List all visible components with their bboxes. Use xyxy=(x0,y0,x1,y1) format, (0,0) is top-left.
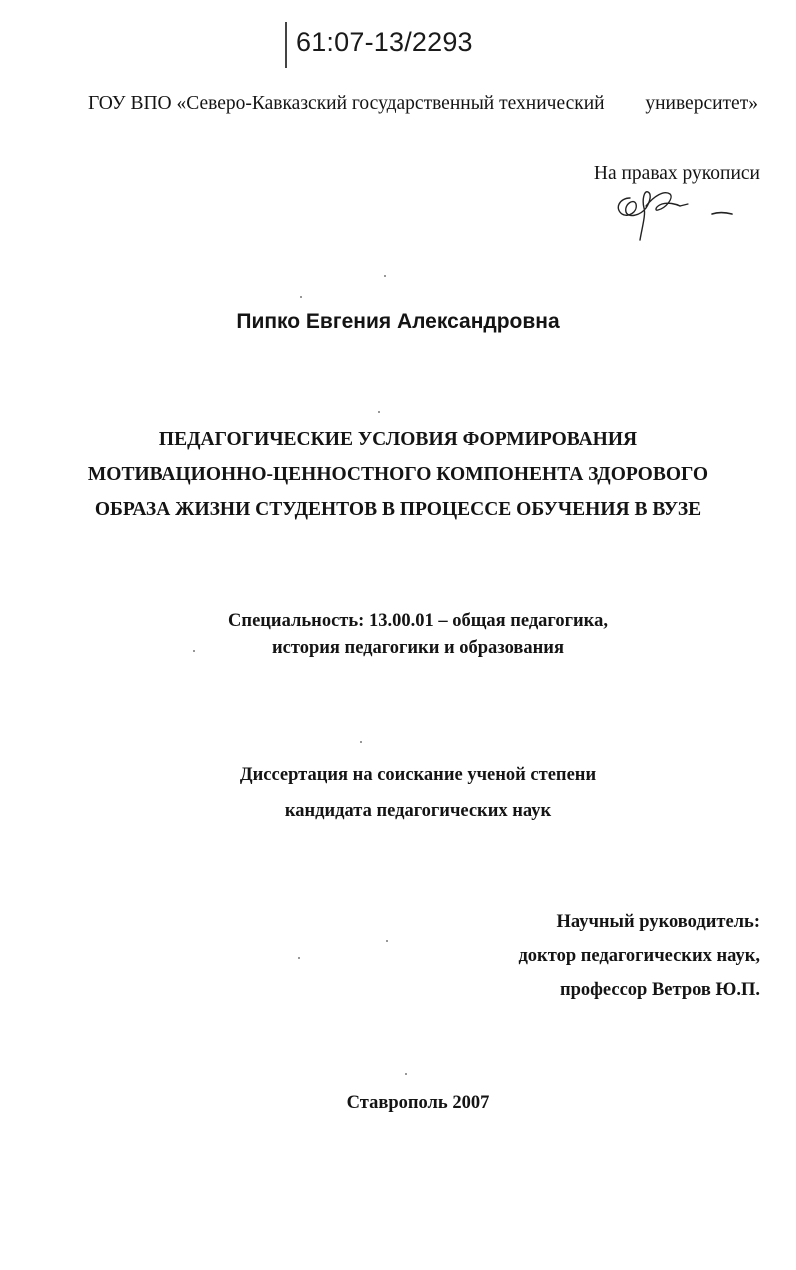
institution-name-main: ГОУ ВПО «Северо-Кавказский государственный технический xyxy=(88,93,605,114)
advisor-line: Научный руководитель: xyxy=(556,912,760,932)
scan-speck xyxy=(378,411,380,413)
library-stamp-code: 61:07-13/2293 xyxy=(296,27,473,57)
degree-statement xyxy=(0,757,796,829)
title-line: ОБРАЗА ЖИЗНИ СТУДЕНТОВ В ПРОЦЕССЕ ОБУЧЕНИЯ В ВУЗЕ xyxy=(94,499,702,520)
scan-speck xyxy=(360,741,362,743)
advisor-line: доктор педагогических наук, xyxy=(518,946,760,966)
degree-line: Диссертация на соискание ученой степени xyxy=(239,765,597,785)
scan-speck xyxy=(298,957,300,959)
degree-line: кандидата педагогических наук xyxy=(284,801,552,821)
specialty xyxy=(0,608,796,662)
title-line: ПЕДАГОГИЧЕСКИЕ УСЛОВИЯ ФОРМИРОВАНИЯ xyxy=(158,429,638,450)
scan-speck xyxy=(386,940,388,942)
institution-name xyxy=(88,93,758,115)
institution-name-end: университет» xyxy=(645,93,758,114)
specialty-line: история педагогики и образования xyxy=(272,638,564,658)
specialty-line: Специальность: 13.00.01 – общая педагогика, xyxy=(228,611,608,631)
scan-speck xyxy=(193,650,195,652)
stamp-divider xyxy=(285,22,287,68)
author-name: Пипко Евгения Александровна xyxy=(236,310,560,333)
scan-speck xyxy=(384,275,386,277)
dissertation-title xyxy=(0,422,796,527)
handwritten-signature xyxy=(606,184,746,246)
advisor-line: профессор Ветров Ю.П. xyxy=(559,980,760,1000)
city-and-year: Ставрополь 2007 xyxy=(346,1093,490,1113)
manuscript-rights-note: На правах рукописи xyxy=(593,163,760,184)
scan-speck xyxy=(405,1073,407,1075)
scientific-advisor xyxy=(518,905,760,1007)
title-line: МОТИВАЦИОННО-ЦЕННОСТНОГО КОМПОНЕНТА ЗДОРОВОГО xyxy=(87,464,709,485)
scan-speck xyxy=(300,296,302,298)
